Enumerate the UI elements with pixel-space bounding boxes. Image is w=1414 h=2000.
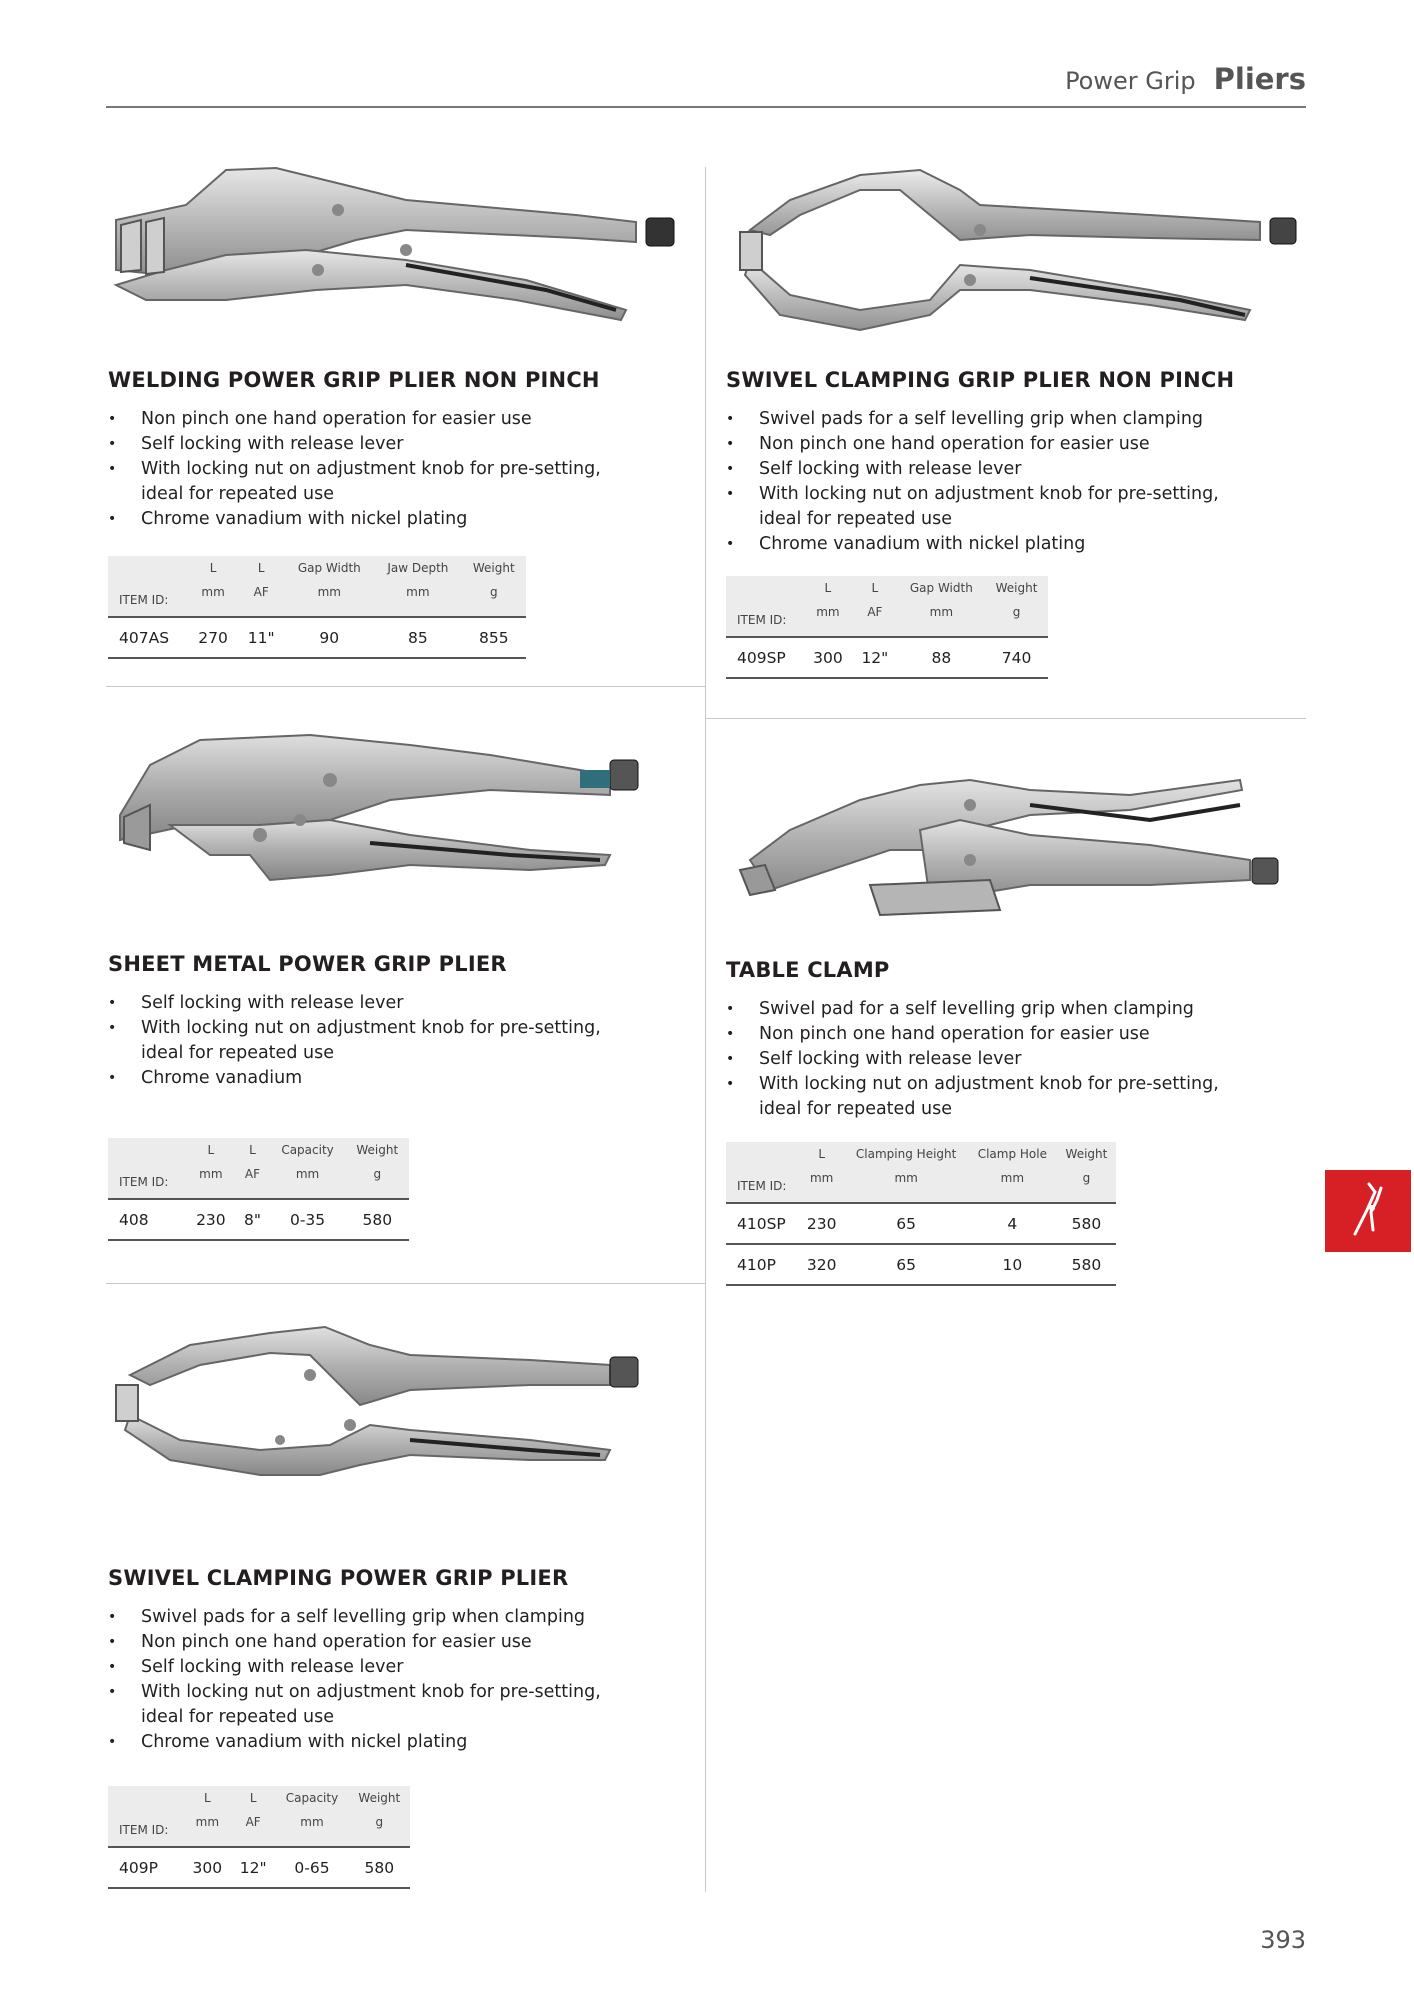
col-header: Weight	[995, 581, 1038, 595]
col-header: Jaw Depth	[387, 561, 449, 575]
feature-item: • With locking nut on adjustment knob for pre-setting, ideal for repeated use	[726, 1072, 1246, 1122]
col-header: L	[209, 561, 217, 575]
product-title: SHEET METAL POWER GRIP PLIER	[108, 952, 507, 976]
col-unit: mm	[300, 1815, 324, 1829]
col-unit: AF	[244, 1167, 261, 1181]
col-header: L	[249, 1143, 256, 1157]
col-header: ITEM ID:	[737, 1179, 787, 1193]
table-cell: 10	[968, 1244, 1057, 1285]
page-number: 393	[1260, 1926, 1306, 1954]
header-subtitle: Power Grip	[1065, 67, 1196, 95]
feature-item: • Self locking with release lever	[108, 1655, 628, 1680]
table-cell: 320	[799, 1244, 845, 1285]
table-cell: 580	[1057, 1244, 1116, 1285]
table-cell: 230	[186, 1199, 235, 1240]
table-cell: 11"	[238, 617, 284, 658]
table-cell: 0-65	[275, 1847, 348, 1888]
col-header: Weight	[1065, 1147, 1108, 1161]
swivel-clamping-power-plier-image	[110, 1315, 690, 1495]
spec-table	[108, 1138, 409, 1241]
table-cell: 8"	[235, 1199, 269, 1240]
feature-item: • Self locking with release lever	[726, 1047, 1246, 1072]
col-header: Weight	[472, 561, 515, 575]
item-id: 409SP	[726, 637, 804, 678]
table-row	[726, 1244, 1116, 1285]
col-unit: mm	[195, 1815, 220, 1829]
table-cell: 300	[804, 637, 853, 678]
feature-list	[726, 997, 1246, 1122]
table-cell: 88	[898, 637, 986, 678]
col-header: Capacity	[285, 1791, 339, 1805]
col-header: L	[204, 1791, 211, 1805]
col-unit: mm	[199, 1167, 223, 1181]
feature-item: • Chrome vanadium with nickel plating	[726, 532, 1246, 557]
feature-item: • Non pinch one hand operation for easier use	[108, 407, 628, 432]
col-header: Clamp Hole	[977, 1147, 1047, 1161]
col-unit: mm	[816, 605, 840, 619]
feature-item: • Swivel pads for a self levelling grip when clamping	[108, 1605, 628, 1630]
pliers-icon	[1325, 1170, 1411, 1252]
feature-item: • With locking nut on adjustment knob for pre-setting, ideal for repeated use	[108, 1680, 628, 1730]
col-unit: AF	[245, 1815, 261, 1829]
feature-item: • With locking nut on adjustment knob for pre-setting, ideal for repeated use	[108, 1016, 628, 1066]
col-header: ITEM ID:	[737, 613, 787, 627]
col-header: L	[871, 581, 879, 595]
col-header: L	[207, 1143, 215, 1157]
col-header: ITEM ID:	[119, 1175, 169, 1189]
col-header: Gap Width	[297, 561, 361, 575]
table-cell: 12"	[231, 1847, 275, 1888]
item-id: 408	[108, 1199, 186, 1240]
col-unit: mm	[1000, 1171, 1025, 1185]
feature-list	[108, 1605, 628, 1755]
col-header: L	[249, 1791, 257, 1805]
product-title: SWIVEL CLAMPING POWER GRIP PLIER	[108, 1566, 569, 1590]
table-cell: 85	[374, 617, 461, 658]
feature-item: • Swivel pads for a self levelling grip when clamping	[726, 407, 1246, 432]
table-row	[108, 617, 526, 658]
feature-item: • Non pinch one hand operation for easier use	[108, 1630, 628, 1655]
item-id: 409P	[108, 1847, 184, 1888]
col-header: ITEM ID:	[119, 1823, 169, 1837]
col-unit: mm	[809, 1171, 834, 1185]
feature-item: • With locking nut on adjustment knob for pre-setting, ideal for repeated use	[726, 482, 1246, 532]
item-id: 407AS	[108, 617, 188, 658]
table-cell: 855	[462, 617, 526, 658]
table-cell: 12"	[852, 637, 897, 678]
table-cell: 65	[844, 1203, 967, 1244]
feature-item: • Non pinch one hand operation for easier use	[726, 1022, 1246, 1047]
feature-item: • Self locking with release lever	[108, 991, 628, 1016]
col-unit: g	[1012, 605, 1021, 619]
table-cell: 65	[844, 1244, 967, 1285]
welding-plier-image	[106, 160, 686, 340]
item-id: 410SP	[726, 1203, 799, 1244]
col-unit: AF	[253, 585, 269, 599]
page-header	[106, 62, 1306, 108]
table-clamp-image	[730, 760, 1300, 930]
col-header: Weight	[356, 1143, 399, 1157]
col-header: L	[818, 1147, 826, 1161]
feature-item: • Chrome vanadium	[108, 1066, 628, 1091]
feature-item: • Chrome vanadium with nickel plating	[108, 507, 628, 532]
table-cell: 300	[184, 1847, 231, 1888]
table-row	[108, 1847, 410, 1888]
product-title: WELDING POWER GRIP PLIER NON PINCH	[108, 368, 600, 392]
table-cell: 740	[985, 637, 1048, 678]
feature-list	[108, 407, 628, 532]
table-cell: 580	[1057, 1203, 1116, 1244]
col-unit: mm	[295, 1167, 320, 1181]
feature-item: • Self locking with release lever	[726, 457, 1246, 482]
feature-item: • Self locking with release lever	[108, 432, 628, 457]
table-cell: 90	[284, 617, 374, 658]
table-cell: 4	[968, 1203, 1057, 1244]
feature-list	[108, 991, 628, 1091]
section-tab[interactable]	[1325, 1170, 1411, 1252]
feature-item: • With locking nut on adjustment knob for pre-setting, ideal for repeated use	[108, 457, 628, 507]
column-divider	[705, 167, 706, 1892]
spec-table	[108, 556, 526, 659]
product-title: SWIVEL CLAMPING GRIP PLIER NON PINCH	[726, 368, 1235, 392]
col-header: Clamping Height	[855, 1147, 957, 1161]
col-header: Weight	[358, 1791, 401, 1805]
table-row	[726, 1203, 1116, 1244]
col-unit: mm	[201, 585, 225, 599]
feature-list	[726, 407, 1246, 557]
spec-table	[726, 1142, 1116, 1286]
table-row	[726, 637, 1048, 678]
col-unit: g	[373, 1167, 382, 1181]
table-cell: 270	[188, 617, 238, 658]
feature-item: • Swivel pad for a self levelling grip when clamping	[726, 997, 1246, 1022]
col-header: L	[824, 581, 832, 595]
sheet-metal-plier-image	[110, 725, 690, 905]
spec-table	[108, 1786, 410, 1889]
col-unit: AF	[867, 605, 883, 619]
table-cell: 580	[349, 1847, 410, 1888]
table-row	[108, 1199, 409, 1240]
feature-item: • Non pinch one hand operation for easier use	[726, 432, 1246, 457]
col-unit: mm	[406, 585, 430, 599]
section-divider	[106, 686, 705, 687]
col-unit: mm	[317, 585, 341, 599]
swivel-clamping-plier-image	[730, 160, 1300, 340]
col-unit: mm	[894, 1171, 918, 1185]
col-header: Capacity	[281, 1143, 334, 1157]
header-title: Pliers	[1213, 62, 1306, 96]
col-header: ITEM ID:	[119, 593, 169, 607]
feature-item: • Chrome vanadium with nickel plating	[108, 1730, 628, 1755]
section-divider	[706, 718, 1306, 719]
col-header: Gap Width	[909, 581, 973, 595]
col-unit: g	[1082, 1171, 1091, 1185]
product-title: TABLE CLAMP	[726, 958, 890, 982]
spec-table	[726, 576, 1048, 679]
item-id: 410P	[726, 1244, 799, 1285]
section-divider	[106, 1283, 705, 1284]
col-unit: g	[489, 585, 498, 599]
table-cell: 0-35	[270, 1199, 346, 1240]
col-header: L	[257, 561, 265, 575]
col-unit: g	[375, 1815, 384, 1829]
col-unit: mm	[929, 605, 954, 619]
table-cell: 230	[799, 1203, 845, 1244]
table-cell: 580	[346, 1199, 409, 1240]
